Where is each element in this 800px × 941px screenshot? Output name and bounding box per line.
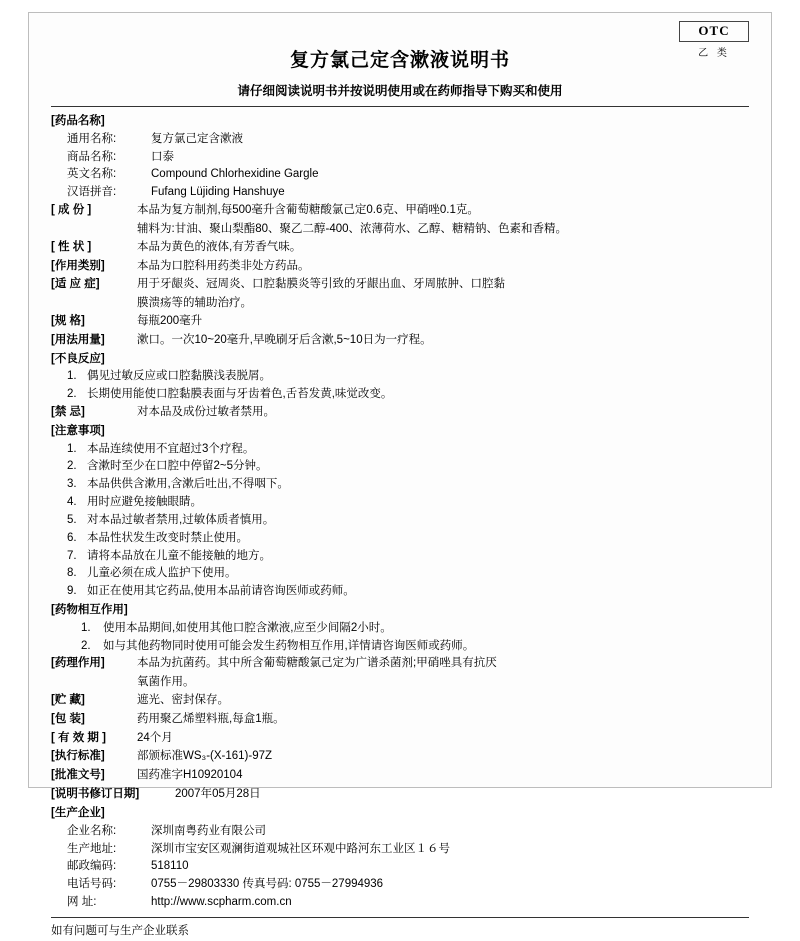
interaction-item-2-number: 2. <box>81 639 91 652</box>
pharmacology-head: [药理作用] <box>51 657 105 670</box>
list-item <box>67 441 749 459</box>
category-text: 本品为口腔科用药类非处方药品。 <box>137 259 310 272</box>
table-row <box>67 858 749 876</box>
note-item-3-text: 本品供供含漱用,含漱后吐出,不得咽下。 <box>87 478 289 491</box>
section-indication <box>51 276 749 294</box>
section-head-interaction: [药物相互作用] <box>51 603 128 616</box>
section-properties <box>51 239 749 257</box>
pinyin-label: 汉语拼音: <box>67 186 117 199</box>
validity-head: [ 有 效 期 ] <box>51 731 106 744</box>
note-item-2-number: 2. <box>67 460 77 473</box>
section-category <box>51 258 749 276</box>
leaflet-body <box>51 113 749 941</box>
section-usage <box>51 332 749 350</box>
list-item <box>67 512 749 530</box>
contraindication-text: 对本品及成份过敏者禁用。 <box>137 406 275 418</box>
ingredients-text: 本品为复方制剂,每500毫升含葡萄糖酸氯己定0.6克、甲硝唑0.1克。 <box>137 204 479 217</box>
interaction-item-2-text: 如与其他药物同时使用可能会发生药物相互作用,详情请咨询医师或药师。 <box>103 639 475 652</box>
manufacturer-name-label: 企业名称: <box>67 824 117 837</box>
page-title: 复方氯己定含漱液说明书 <box>289 49 510 71</box>
section-package <box>51 711 749 729</box>
spec-head: [规 格] <box>51 314 85 327</box>
table-row <box>67 841 749 859</box>
list-item <box>67 565 749 583</box>
spec-text: 每瓶200毫升 <box>137 314 203 327</box>
section-contraindication <box>51 404 749 422</box>
adverse-item-1-text: 偶见过敏反应或口腔黏膜浅表脱屑。 <box>87 370 271 383</box>
page-subtitle: 请仔细阅读说明书并按说明使用或在药师指导下购买和使用 <box>237 84 563 98</box>
manufacturer-address-value: 深圳市宝安区观澜街道观城社区环观中路河东工业区１６号 <box>151 842 450 855</box>
website-value: http://www.scpharm.com.cn <box>151 895 292 908</box>
note-item-4-number: 4. <box>67 496 77 509</box>
postal-code-label: 邮政编码: <box>67 860 117 873</box>
note-item-7-text: 请将本品放在儿童不能接触的地方。 <box>87 549 271 562</box>
contraindication-head: [禁 忌] <box>51 406 85 418</box>
note-item-1-number: 1. <box>67 442 77 455</box>
note-item-4-text: 用时应避免接触眼睛。 <box>87 496 202 509</box>
pharmacology-text-2: 氧菌作用。 <box>137 676 195 689</box>
row-generic-name <box>67 131 749 149</box>
section-revision <box>51 786 749 804</box>
table-row <box>67 894 749 912</box>
list-item <box>67 476 749 494</box>
section-head-adverse: [不良反应] <box>51 352 105 365</box>
excipients-text: 辅料为:甘油、聚山梨酯80、聚乙二醇-400、浓薄荷水、乙醇、糖精钠、色素和香精。 <box>137 222 567 235</box>
row-pinyin <box>67 184 749 202</box>
section-pharmacology <box>51 655 749 673</box>
list-item <box>81 620 749 638</box>
list-item <box>67 458 749 476</box>
section-head-drug-name: [药品名称] <box>51 115 105 127</box>
phone-value: 0755－29803330 传真号码: 0755－27994936 <box>151 878 384 891</box>
list-item <box>67 548 749 566</box>
section-ingredients <box>51 202 749 220</box>
package-head: [包 装] <box>51 712 85 725</box>
storage-text: 遮光、密封保存。 <box>137 694 229 706</box>
adverse-item-2-number: 2. <box>67 388 77 401</box>
english-name-value: Compound Chlorhexidine Gargle <box>151 168 319 181</box>
row-trade-name <box>67 149 749 167</box>
properties-text: 本品为黄色的液体,有芳香气味。 <box>137 240 302 253</box>
contact-note: 如有问题可与生产企业联系 <box>51 924 189 937</box>
section-standard <box>51 748 749 766</box>
note-item-1-text: 本品连续使用不宜超过3个疗程。 <box>87 442 255 455</box>
section-validity <box>51 730 749 748</box>
section-storage <box>51 692 749 710</box>
list-item <box>67 386 749 404</box>
section-head-manufacturer: [生产企业] <box>51 806 105 819</box>
note-item-9-number: 9. <box>67 585 77 598</box>
approval-head: [批准文号] <box>51 769 105 782</box>
divider-bottom <box>51 917 749 918</box>
list-item <box>67 494 749 512</box>
section-spec <box>51 313 749 331</box>
otc-badge <box>679 21 749 59</box>
note-item-6-number: 6. <box>67 531 77 544</box>
category-head: [作用类别] <box>51 259 105 272</box>
trade-name-label: 商品名称: <box>67 150 117 163</box>
phone-label: 电话号码: <box>67 878 117 891</box>
note-item-2-text: 含漱时至少在口腔中停留2~5分钟。 <box>87 460 268 473</box>
otc-class-label: 乙 类 <box>698 48 730 59</box>
note-item-8-number: 8. <box>67 567 77 580</box>
interaction-item-1-number: 1. <box>81 621 91 634</box>
table-row <box>67 823 749 841</box>
manufacturer-address-label: 生产地址: <box>67 842 117 855</box>
indication-text-2: 膜溃疡等的辅助治疗。 <box>137 297 252 310</box>
postal-code-value: 518110 <box>151 860 189 873</box>
generic-name-value: 复方氯己定含漱液 <box>151 132 243 145</box>
generic-name-label: 通用名称: <box>67 132 117 145</box>
list-item <box>81 638 749 656</box>
list-item <box>67 368 749 386</box>
note-item-9-text: 如正在使用其它药品,使用本品前请咨询医师或药师。 <box>87 585 355 598</box>
website-label: 网 址: <box>67 895 97 908</box>
note-item-6-text: 本品性状发生改变时禁止使用。 <box>87 531 248 544</box>
validity-text: 24个月 <box>137 731 173 744</box>
standard-head: [执行标准] <box>51 750 105 763</box>
usage-head: [用法用量] <box>51 333 105 346</box>
pinyin-value: Fufang Lüjiding Hanshuye <box>151 186 285 199</box>
note-item-3-number: 3. <box>67 478 77 491</box>
adverse-item-1-number: 1. <box>67 370 77 383</box>
table-row <box>67 876 749 894</box>
note-item-8-text: 儿童必须在成人监护下使用。 <box>87 567 237 580</box>
english-name-label: 英文名称: <box>67 168 117 181</box>
row-english-name <box>67 166 749 184</box>
ingredients-head: [ 成 份 ] <box>51 204 92 217</box>
list-item <box>67 530 749 548</box>
approval-text: 国药准字H10920104 <box>137 769 243 782</box>
otc-label: OTC <box>679 21 749 42</box>
properties-head: [ 性 状 ] <box>51 240 92 253</box>
interaction-item-1-text: 使用本品期间,如使用其他口腔含漱液,应至少间隔2小时。 <box>103 621 392 634</box>
revision-head: [说明书修订日期] <box>51 788 140 801</box>
indication-head: [适 应 症] <box>51 278 100 291</box>
section-approval <box>51 767 749 785</box>
adverse-item-2-text: 长期使用能使口腔黏膜表面与牙齿着色,舌苔发黄,味觉改变。 <box>87 388 393 401</box>
standard-text: 部颁标准WS₃-(X-161)-97Z <box>137 750 273 763</box>
usage-text: 漱口。一次10~20毫升,早晚刷牙后含漱,5~10日为一疗程。 <box>137 333 432 346</box>
section-head-notes: [注意事项] <box>51 424 105 437</box>
trade-name-value: 口泰 <box>151 150 174 163</box>
note-item-5-text: 对本品过敏者禁用,过敏体质者慎用。 <box>87 513 275 526</box>
manufacturer-name-value: 深圳南粤药业有限公司 <box>151 824 266 837</box>
indication-text: 用于牙龈炎、冠周炎、口腔黏膜炎等引致的牙龈出血、牙周脓肿、口腔黏 <box>137 278 505 291</box>
revision-text: 2007年05月28日 <box>175 788 261 801</box>
package-text: 药用聚乙烯塑料瓶,每盒1瓶。 <box>137 712 285 725</box>
list-item <box>67 583 749 601</box>
note-item-7-number: 7. <box>67 549 77 562</box>
pharmacology-text: 本品为抗菌药。其中所含葡萄糖酸氯己定为广谱杀菌剂;甲硝唑具有抗厌 <box>137 657 497 670</box>
note-item-5-number: 5. <box>67 513 77 526</box>
storage-head: [贮 藏] <box>51 694 85 706</box>
leaflet-sheet <box>28 12 772 937</box>
divider-top <box>51 106 749 107</box>
